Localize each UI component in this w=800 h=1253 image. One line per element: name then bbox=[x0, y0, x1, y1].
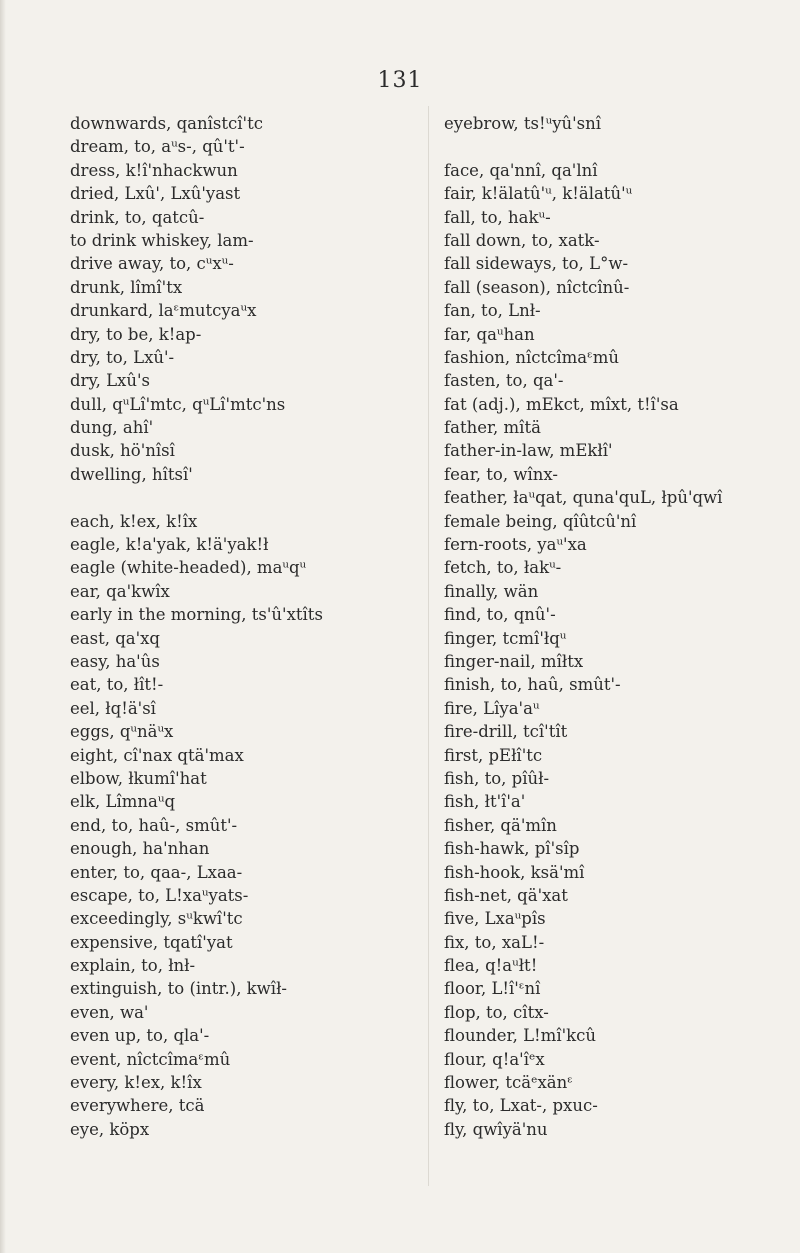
glossary-entry: father-in-law, mEkłî' bbox=[444, 441, 613, 461]
glossary-entry: even, wa' bbox=[70, 1002, 149, 1022]
glossary-entry: extinguish, to (intr.), kwîł- bbox=[70, 979, 288, 999]
glossary-entry: fat (adj.), mEkct, mîxt, t!î'sa bbox=[444, 394, 679, 414]
glossary-entry: elbow, łkumî'hat bbox=[70, 768, 207, 788]
glossary-entry: five, Lxaᵘpîs bbox=[444, 909, 546, 929]
glossary-entry: fire, Lîya'aᵘ bbox=[444, 698, 540, 718]
glossary-entry: eyebrow, ts!ᵘyû'snî bbox=[444, 114, 602, 133]
glossary-entry: eye, köpx bbox=[70, 1119, 150, 1139]
glossary-entry: dry, to be, k!ap- bbox=[70, 324, 202, 344]
glossary-entry: fix, to, xaL!- bbox=[444, 932, 545, 952]
glossary-entry: fern-roots, yaᵘ'xa bbox=[444, 535, 587, 555]
glossary-entry: each, k!ex, k!îx bbox=[70, 511, 198, 531]
glossary-entry: find, to, qnû'- bbox=[444, 605, 556, 625]
glossary-entry: elk, Lîmnaᵘq bbox=[70, 792, 176, 812]
glossary-entry: dusk, hö'nîsî bbox=[70, 441, 175, 461]
glossary-entry: drink, to, qatcû- bbox=[70, 207, 205, 227]
glossary-entry: fly, qwîyä'nu bbox=[444, 1119, 548, 1139]
glossary-entry: early in the morning, ts'û'xtîts bbox=[70, 605, 323, 625]
glossary-entry: dress, k!î'nhackwun bbox=[70, 160, 238, 180]
glossary-entry: downwards, qanîstcî'tc bbox=[70, 114, 263, 133]
glossary-entry: fall (season), nîctcînû- bbox=[444, 277, 630, 297]
section-gap bbox=[444, 135, 794, 158]
glossary-entry: finger-nail, mîłtx bbox=[444, 651, 584, 671]
glossary-entry: face, qa'nnî, qa'lnî bbox=[444, 160, 598, 180]
glossary-entry: fear, to, wînx- bbox=[444, 464, 558, 484]
glossary-entry: eagle, k!a'yak, k!ä'yak!ł bbox=[70, 535, 269, 555]
glossary-entry: fair, k!älatû'ᵘ, k!älatû'ᵘ bbox=[444, 184, 633, 204]
glossary-entry: escape, to, L!xaᵘyats- bbox=[70, 885, 249, 905]
glossary-entry: fall down, to, xatk- bbox=[444, 230, 600, 250]
glossary-entry: eel, łq!ä'sî bbox=[70, 698, 156, 718]
glossary-entry: fetch, to, łakᵘ- bbox=[444, 558, 562, 578]
glossary-entry: flower, tcäᵉxänᵋ bbox=[444, 1073, 573, 1093]
glossary-entry: fish, to, pîûł- bbox=[444, 768, 550, 788]
glossary-entry: feather, łaᵘqat, quna'quL, łpû'qwî bbox=[444, 488, 723, 508]
glossary-entry: enter, to, qaa-, Lxaa- bbox=[70, 862, 243, 882]
glossary-entry: fall sideways, to, L°w- bbox=[444, 254, 629, 274]
glossary-entry: finally, wän bbox=[444, 581, 539, 601]
glossary-entry: father, mîtä bbox=[444, 418, 541, 438]
glossary-entry: dung, ahî' bbox=[70, 418, 154, 438]
glossary-entry: east, qa'xq bbox=[70, 628, 160, 648]
glossary-entry: dry, Lxû's bbox=[70, 371, 150, 391]
glossary-entry: ear, qa'kwîx bbox=[70, 581, 170, 601]
column-gutter bbox=[428, 106, 429, 1186]
glossary-entry: floor, L!î'ᵋnî bbox=[444, 979, 541, 999]
glossary-entry: drunk, lîmî'tx bbox=[70, 277, 183, 297]
glossary-entry: drive away, to, cᵘxᵘ- bbox=[70, 254, 234, 274]
glossary-entry: fashion, nîctcîmaᵋmû bbox=[444, 347, 620, 367]
glossary-entry: flea, q!aᵘłt! bbox=[444, 956, 538, 976]
glossary-entry: flounder, L!mî'kcû bbox=[444, 1026, 596, 1046]
glossary-entry: dry, to, Lxû'- bbox=[70, 347, 175, 367]
glossary-entry: drunkard, laᵋmutcyaᵘx bbox=[70, 301, 257, 321]
glossary-entry: finish, to, haû, smût'- bbox=[444, 675, 621, 695]
glossary-entry: even up, to, qla'- bbox=[70, 1026, 210, 1046]
glossary-entry: dried, Lxû', Lxû'yast bbox=[70, 184, 241, 204]
glossary-entry: eggs, qᵘnäᵘx bbox=[70, 722, 174, 742]
glossary-entry: fasten, to, qa'- bbox=[444, 371, 564, 391]
left-column bbox=[70, 112, 410, 1141]
glossary-entry: every, k!ex, k!îx bbox=[70, 1073, 202, 1093]
glossary-entry: fish, łt'î'a' bbox=[444, 792, 526, 812]
glossary-entry: eight, cî'nax qtä'max bbox=[70, 745, 244, 765]
glossary-entry: dwelling, hîtsî' bbox=[70, 464, 193, 484]
glossary-entry: fan, to, Lnł- bbox=[444, 301, 541, 321]
glossary-entry: easy, ha'ûs bbox=[70, 651, 160, 671]
glossary-entry: dull, qᵘLî'mtc, qᵘLî'mtc'ns bbox=[70, 394, 286, 414]
glossary-entry: fall, to, hakᵘ- bbox=[444, 207, 551, 227]
glossary-entry: explain, to, łnł- bbox=[70, 956, 196, 976]
page-number: 131 bbox=[377, 68, 423, 93]
glossary-entry: expensive, tqatî'yat bbox=[70, 932, 233, 952]
glossary-entry: fish-hook, ksä'mî bbox=[444, 862, 585, 882]
page-edge-shadow bbox=[0, 0, 6, 1253]
right-column bbox=[444, 112, 794, 1141]
glossary-entry: flour, q!a'îᵉx bbox=[444, 1049, 545, 1069]
glossary-entry: fish-hawk, pî'sîp bbox=[444, 839, 580, 859]
glossary-entry: finger, tcmî'łqᵘ bbox=[444, 628, 567, 648]
glossary-entry: flop, to, cîtx- bbox=[444, 1002, 549, 1022]
glossary-entry: exceedingly, sᵘkwî'tc bbox=[70, 909, 243, 929]
glossary-entry: eagle (white-headed), maᵘqᵘ bbox=[70, 558, 307, 578]
glossary-entry: far, qaᵘhan bbox=[444, 324, 535, 344]
glossary-entry: enough, ha'nhan bbox=[70, 839, 210, 859]
glossary-entry: fish-net, qä'xat bbox=[444, 885, 568, 905]
glossary-entry: event, nîctcîmaᵋmû bbox=[70, 1049, 231, 1069]
glossary-entry: to drink whiskey, lam- bbox=[70, 230, 254, 250]
glossary-entry: dream, to, aᵘs-, qû't'- bbox=[70, 137, 245, 157]
glossary-entry: fly, to, Lxat-, pxuc- bbox=[444, 1096, 598, 1116]
glossary-entry: female being, qîûtcû'nî bbox=[444, 511, 637, 531]
glossary-entry: eat, to, łît!- bbox=[70, 675, 164, 695]
glossary-entry: end, to, haû-, smût'- bbox=[70, 815, 238, 835]
glossary-entry: fisher, qä'mîn bbox=[444, 815, 557, 835]
glossary-entry: fire-drill, tcî'tît bbox=[444, 722, 568, 742]
section-gap bbox=[70, 486, 410, 509]
glossary-entry: first, pEłî'tc bbox=[444, 745, 543, 765]
glossary-entry: everywhere, tcä bbox=[70, 1096, 205, 1116]
